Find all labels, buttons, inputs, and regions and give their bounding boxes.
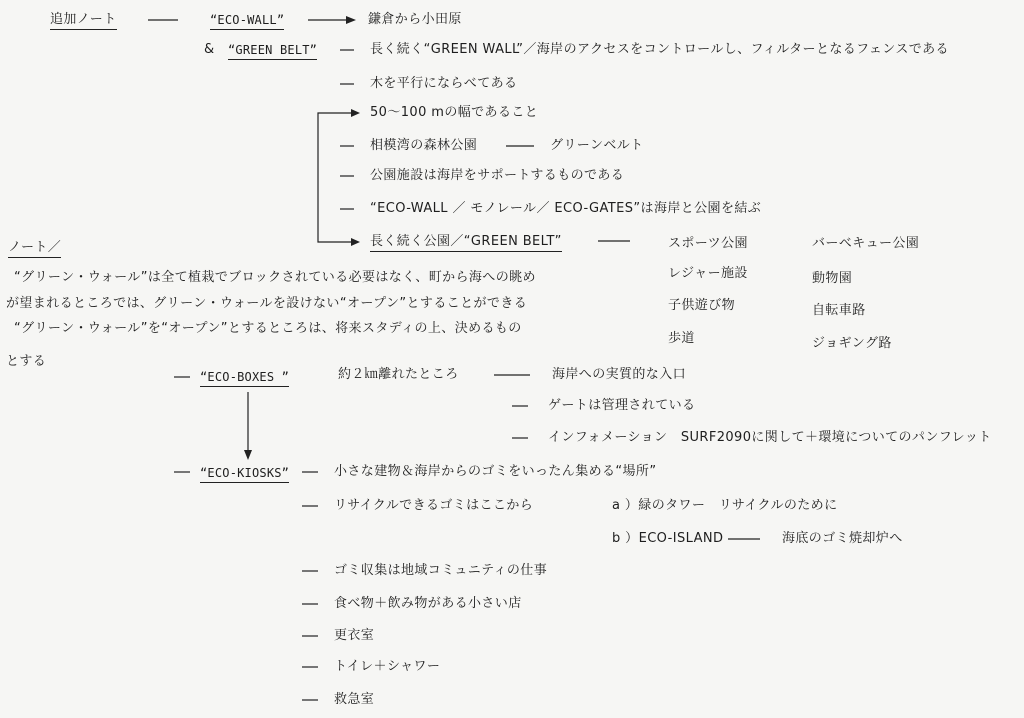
facility-item: バーベキュー公園 [812,236,920,251]
arrow-head-right [351,238,360,246]
eco-boxes-item: インフォメーション SURF2090に関して＋環境についてのパンフレット [548,430,992,445]
eco-gates-item: “ECO-WALL ／ モノレール／ ECO-GATES”は海岸と公園を結ぶ [370,201,762,216]
note-line: “グリーン・ウォール”は全て植栽でブロックされている必要はなく、町から海への眺め [14,270,536,285]
facility-item: レジャー施設 [668,266,748,281]
facility-item: スポーツ公園 [668,236,748,251]
eco-kiosks-item: トイレ＋シャワー [334,659,441,674]
arrow-head-down [244,450,252,460]
eco-kiosks-item: 救急室 [334,692,375,707]
ampersand: & [204,42,215,57]
eco-kiosks-item: 食べ物＋飲み物がある小さい店 [334,596,522,611]
parallel-trees-item: 木を平行にならべてある [370,76,518,91]
green-wall-item: 長く続く“GREEN WALL”／海岸のアクセスをコントロールし、フィルターとなるフェンスである [370,42,949,57]
recycle-a: a ）緑のタワー リサイクルのために [612,498,838,513]
arrow-head-right [351,109,360,117]
eco-kiosks-item: 小さな建物＆海岸からのゴミをいったん集める“場所” [334,464,657,479]
eco-boxes-item: ゲートは管理されている [548,398,696,413]
facility-item: 歩道 [668,331,695,346]
green-belt-label: “GREEN BELT” [228,42,317,60]
note-line: “グリーン・ウォール”を“オープン”とするところは、将来スタディの上、決めるもの [14,321,522,336]
recycle-b: b ）ECO-ISLAND [612,531,724,546]
note-line: とする [6,354,47,369]
note-line: が望まれるところでは、グリーン・ウォールを設けない“オープン”とすることができる [6,296,528,311]
facility-item: ジョギング路 [812,336,892,351]
eco-wall-location: 鎌倉から小田原 [368,12,462,27]
width-item: 50〜100 mの幅であること [370,105,539,120]
eco-kiosks-item: 更衣室 [334,628,375,643]
facility-item: 子供遊び物 [668,298,736,313]
eco-kiosks-label: “ECO-KIOSKS” [200,465,289,483]
eco-wall-label: “ECO-WALL” [210,12,284,30]
note-label: ノート／ [8,240,61,258]
additional-note-label: 追加ノート [50,12,117,30]
green-belt-jp: グリーンベルト [550,138,644,153]
eco-boxes-entrance: 海岸への実質的な入口 [552,367,687,382]
arrow-head-right [346,16,356,24]
facility-item: 自転車路 [812,303,866,318]
eco-kiosks-item: ゴミ収集は地域コミュニティの仕事 [334,563,548,578]
bracket-connector [318,113,354,242]
park-facilities-item: 公園施設は海岸をサポートするものである [370,168,625,183]
long-park-item: 長く続く公園／“GREEN BELT” [370,234,562,252]
recycle-b-detail: 海底のゴミ焼却炉へ [782,531,903,546]
forest-park-item: 相模湾の森林公園 [370,138,478,153]
eco-kiosks-item: リサイクルできるゴミはここから [334,498,534,513]
eco-boxes-distance: 約２㎞離れたところ [338,367,459,382]
eco-boxes-label: “ECO-BOXES ” [200,369,289,387]
facility-item: 動物園 [812,271,853,286]
